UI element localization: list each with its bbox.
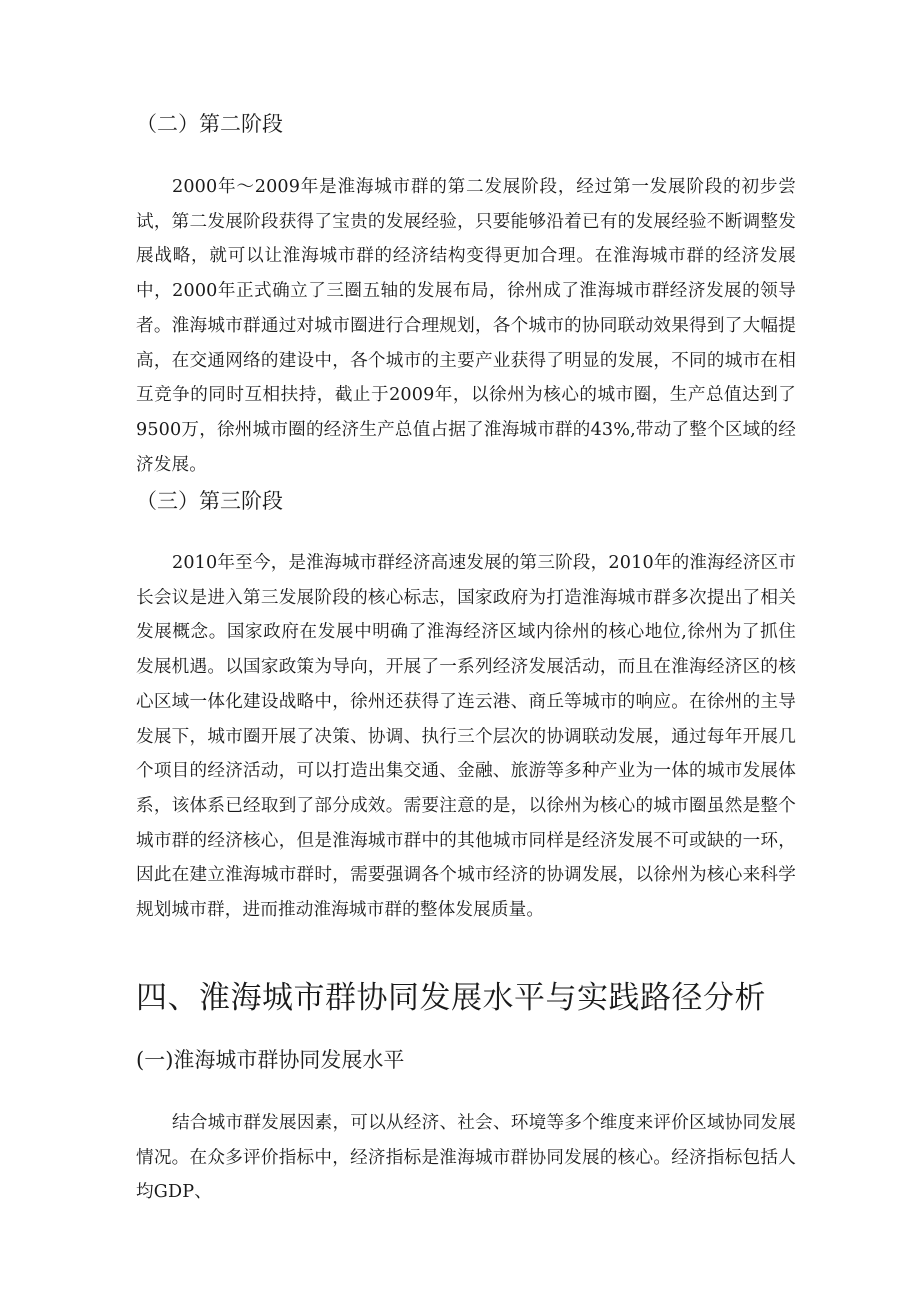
subsection-heading-1: (一)淮海城市群协同发展水平: [136, 1048, 405, 1072]
chapter-heading: 四、淮海城市群协同发展水平与实践路径分析: [136, 980, 766, 1016]
paragraph-subsection-1: 结合城市群发展因素，可以从经济、社会、环境等多个维度来评价区域协同发展情况。在众多评价指标中，经济指标是淮海城市群协同发展的核心。经济指标包括人均GDP、: [136, 1113, 796, 1203]
paragraph-stage2: 2000年～2009年是淮海城市群的第二发展阶段，经过第一发展阶段的初步尝试，第二发展阶段获得了宝贵的发展经验，只要能够沿着已有的发展经验不断调整发展战略，就可以让淮海城市群的经济结构变得更加合理。在淮海城市群的经济发展中，2000年正式确立了三圈五轴的发展布局，徐州成了淮海城市群经济发展的领导者。淮海城市群通过对城市圈进行合理规划，各个城市的协同联动效果得到了大幅提高，在交通网络的建设中，各个城市的主要产业获得了明显的发展，不同的城市在相互竞争的同时互相扶持，截止于2009年，以徐州为核心的城市圈，生产总值达到了9500万，徐州城市圈的经济生产总值占据了淮海城市群的43%,带动了整个区域的经济发展。: [136, 177, 796, 475]
section-heading-stage2: （二）第二阶段: [136, 112, 283, 136]
paragraph-stage3: 2010年至今，是淮海城市群经济高速发展的第三阶段，2010年的淮海经济区市长会议是进入第三发展阶段的核心标志，国家政府为打造淮海城市群多次提出了相关发展概念。国家政府在发展中明确了淮海经济区域内徐州的核心地位,徐州为了抓住发展机遇。以国家政策为导向，开展了一系列经济发展活动，而且在淮海经济区的核心区域一体化建设战略中，徐州还获得了连云港、商丘等城市的响应。在徐州的主导发展下，城市圈开展了决策、协调、执行三个层次的协调联动发展，通过每年开展几个项目的经济活动，可以打造出集交通、金融、旅游等多种产业为一体的城市发展体系，该体系已经取到了部分成效。需要注意的是，以徐州为核心的城市圈虽然是整个城市群的经济核心，但是淮海城市群中的其他城市同样是经济发展不可或缺的一环，因此在建立淮海城市群时，需要强调各个城市经济的协调发展，以徐州为核心来科学规划城市群，进而推动淮海城市群的整体发展质量。: [136, 553, 796, 921]
section-heading-stage3: （三）第三阶段: [136, 489, 283, 513]
